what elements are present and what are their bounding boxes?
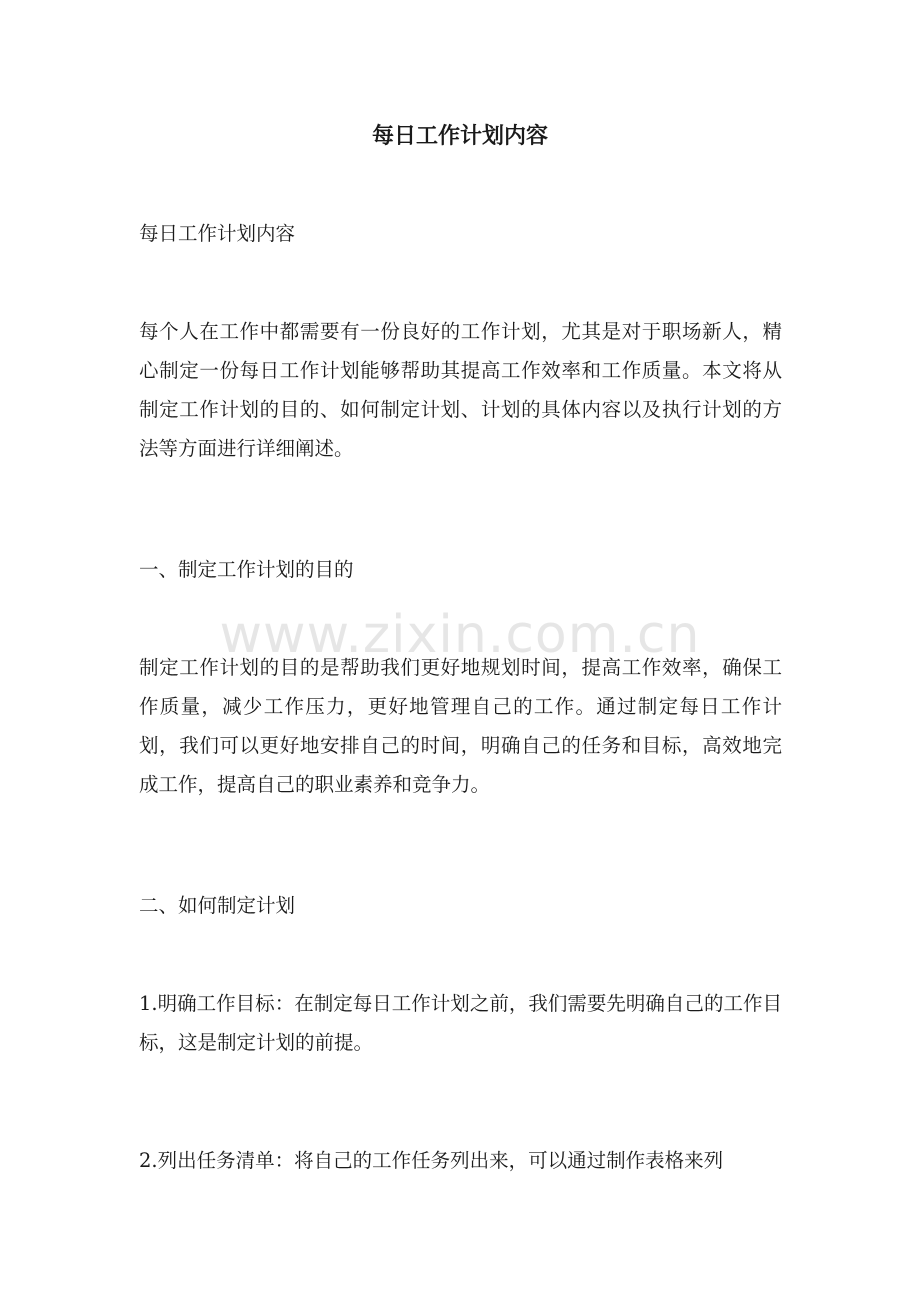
purpose-paragraph: 制定工作计划的目的是帮助我们更好地规划时间，提高工作效率，确保工作质量，减少工作压力，更好地管理自己的工作。通过制定每日工作计划，我们可以更好地安排自己的时间，明确自己的任务和目标，高效地完成工作，提高自己的职业素养和竞争力。 <box>139 656 782 796</box>
watermark-text: www.zixin.com.cn <box>219 605 701 665</box>
list-item-task-list: 2.列出任务清单：将自己的工作任务列出来，可以通过制作表格来列 <box>139 1149 724 1172</box>
section-heading-how-to-plan: 二、如何制定计划 <box>139 894 296 917</box>
section-heading-purpose: 一、制定工作计划的目的 <box>139 558 354 581</box>
subtitle-paragraph: 每日工作计划内容 <box>139 222 296 245</box>
document-title: 每日工作计划内容 <box>371 123 548 149</box>
intro-paragraph: 每个人在工作中都需要有一份良好的工作计划，尤其是对于职场新人，精心制定一份每日工作计划能够帮助其提高工作效率和工作质量。本文将从制定工作计划的目的、如何制定计划、计划的具体内容以及执行计划的方法等方面进行详细阐述。 <box>139 320 782 460</box>
list-item-set-goals: 1.明确工作目标：在制定每日工作计划之前，我们需要先明确自己的工作目标，这是制定计划的前提。 <box>139 992 782 1054</box>
